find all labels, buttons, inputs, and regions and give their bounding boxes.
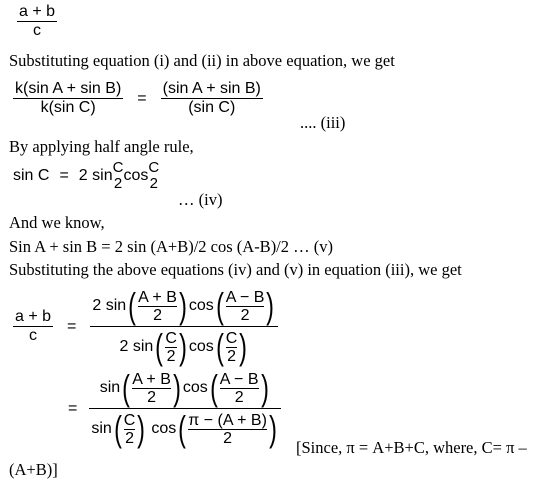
- eq5-num-coef: 2 sin: [92, 297, 127, 314]
- eq5-den-cos: cos: [188, 338, 214, 355]
- eq6-note: [Since, π = A+B+C, where, C= π –: [296, 438, 527, 457]
- left-paren: (: [215, 326, 224, 367]
- eq4-frac2-numerator: C: [148, 159, 160, 176]
- eq4-frac1-numerator: C: [112, 159, 124, 176]
- right-paren: ): [268, 408, 277, 449]
- eq5-den-f1-numerator: C: [165, 329, 177, 347]
- text-sum-rule: Sin A + sin B = 2 sin (A+B)/2 cos (A-B)/2 … (v): [9, 237, 334, 256]
- equals-sign: =: [59, 167, 69, 184]
- equals-sign: =: [137, 89, 147, 107]
- text-and-we-know: And we know,: [9, 213, 105, 232]
- eq4-coef: 2 sin: [78, 167, 113, 184]
- eq5-num-f2-numerator: A − B: [225, 288, 265, 306]
- top-fraction-denominator: c: [33, 22, 42, 39]
- eq6-den-f2-denominator: 2: [223, 429, 233, 447]
- eq5-den-f2-numerator: C: [225, 329, 238, 347]
- eq3-tag: .... (iii): [300, 113, 346, 132]
- eq3-rhs-numerator: (sin A + sin B): [162, 80, 261, 97]
- eq6-den-f2-numerator: π − (A + B): [188, 411, 267, 429]
- right-paren: ): [260, 367, 269, 408]
- eq6-num-cos: cos: [182, 379, 208, 396]
- eq6-den-cos: cos: [151, 420, 177, 437]
- eq5-num-f1-denominator: 2: [153, 306, 162, 324]
- eq6-note-continued: (A+B)]: [9, 460, 58, 479]
- eq4-frac2-denominator: 2: [149, 175, 158, 192]
- equation-final: [68, 367, 281, 449]
- top-fraction-numerator: a + b: [19, 3, 56, 20]
- eq6-denominator: [89, 409, 281, 447]
- left-paren: (: [122, 367, 131, 408]
- eq4-lhs: sin C: [13, 167, 50, 184]
- left-paren: (: [128, 285, 137, 326]
- eq5-num-f1-numerator: A + B: [138, 288, 177, 306]
- equals-sign: =: [67, 317, 77, 335]
- eq6-num-f1-numerator: A + B: [132, 370, 171, 388]
- equation-iii: [13, 80, 263, 117]
- eq5-numerator: [90, 285, 278, 326]
- eq3-lhs-numerator: k(sin A + sin B): [15, 80, 122, 97]
- left-paren: (: [178, 408, 187, 449]
- right-paren: ): [266, 285, 275, 326]
- left-paren: (: [209, 367, 218, 408]
- eq6-num-f2-denominator: 2: [234, 388, 244, 406]
- equation-iv: [13, 160, 159, 192]
- eq5-num-cos: cos: [188, 297, 214, 314]
- eq5-den-coef: 2 sin: [119, 338, 154, 355]
- equation-substituted: [13, 285, 278, 367]
- text-substitute-2: Substituting the above equations (iv) and (v) in equation (iii), we get: [9, 260, 462, 279]
- eq6-num-f2-numerator: A − B: [219, 370, 259, 388]
- eq6-den-f1-denominator: 2: [125, 429, 135, 447]
- eq3-lhs-denominator: k(sin C): [40, 99, 96, 116]
- right-paren: ): [178, 285, 187, 326]
- right-paren: ): [172, 367, 181, 408]
- eq6-num-f1-denominator: 2: [147, 388, 156, 406]
- eq5-num-f2-denominator: 2: [240, 306, 250, 324]
- eq6-numerator: [98, 367, 273, 408]
- eq4-tag: … (iv): [178, 190, 223, 209]
- eq5-den-f1-denominator: 2: [166, 347, 176, 365]
- eq5-lhs-denominator: c: [29, 327, 38, 344]
- right-paren: ): [137, 408, 146, 449]
- eq6-den-sin: sin: [91, 420, 112, 437]
- eq4-cos: cos: [123, 167, 149, 184]
- eq6-num-sin: sin: [99, 379, 121, 396]
- eq5-denominator: [118, 327, 252, 365]
- eq5-lhs-numerator: a + b: [15, 308, 52, 325]
- left-paren: (: [155, 326, 164, 367]
- equals-sign: =: [68, 399, 78, 417]
- left-paren: (: [113, 408, 122, 449]
- right-paren: ): [178, 326, 187, 367]
- text-substitute-1: Substituting equation (i) and (ii) in above equation, we get: [9, 51, 395, 70]
- left-paren: (: [215, 285, 224, 326]
- eq4-frac1-denominator: 2: [113, 175, 123, 192]
- eq5-den-f2-denominator: 2: [227, 347, 237, 365]
- text-half-angle: By applying half angle rule,: [9, 137, 194, 156]
- eq6-den-f1-numerator: C: [123, 411, 136, 429]
- eq3-rhs-denominator: (sin C): [188, 99, 236, 116]
- top-fraction: [17, 3, 57, 40]
- right-paren: ): [239, 326, 248, 367]
